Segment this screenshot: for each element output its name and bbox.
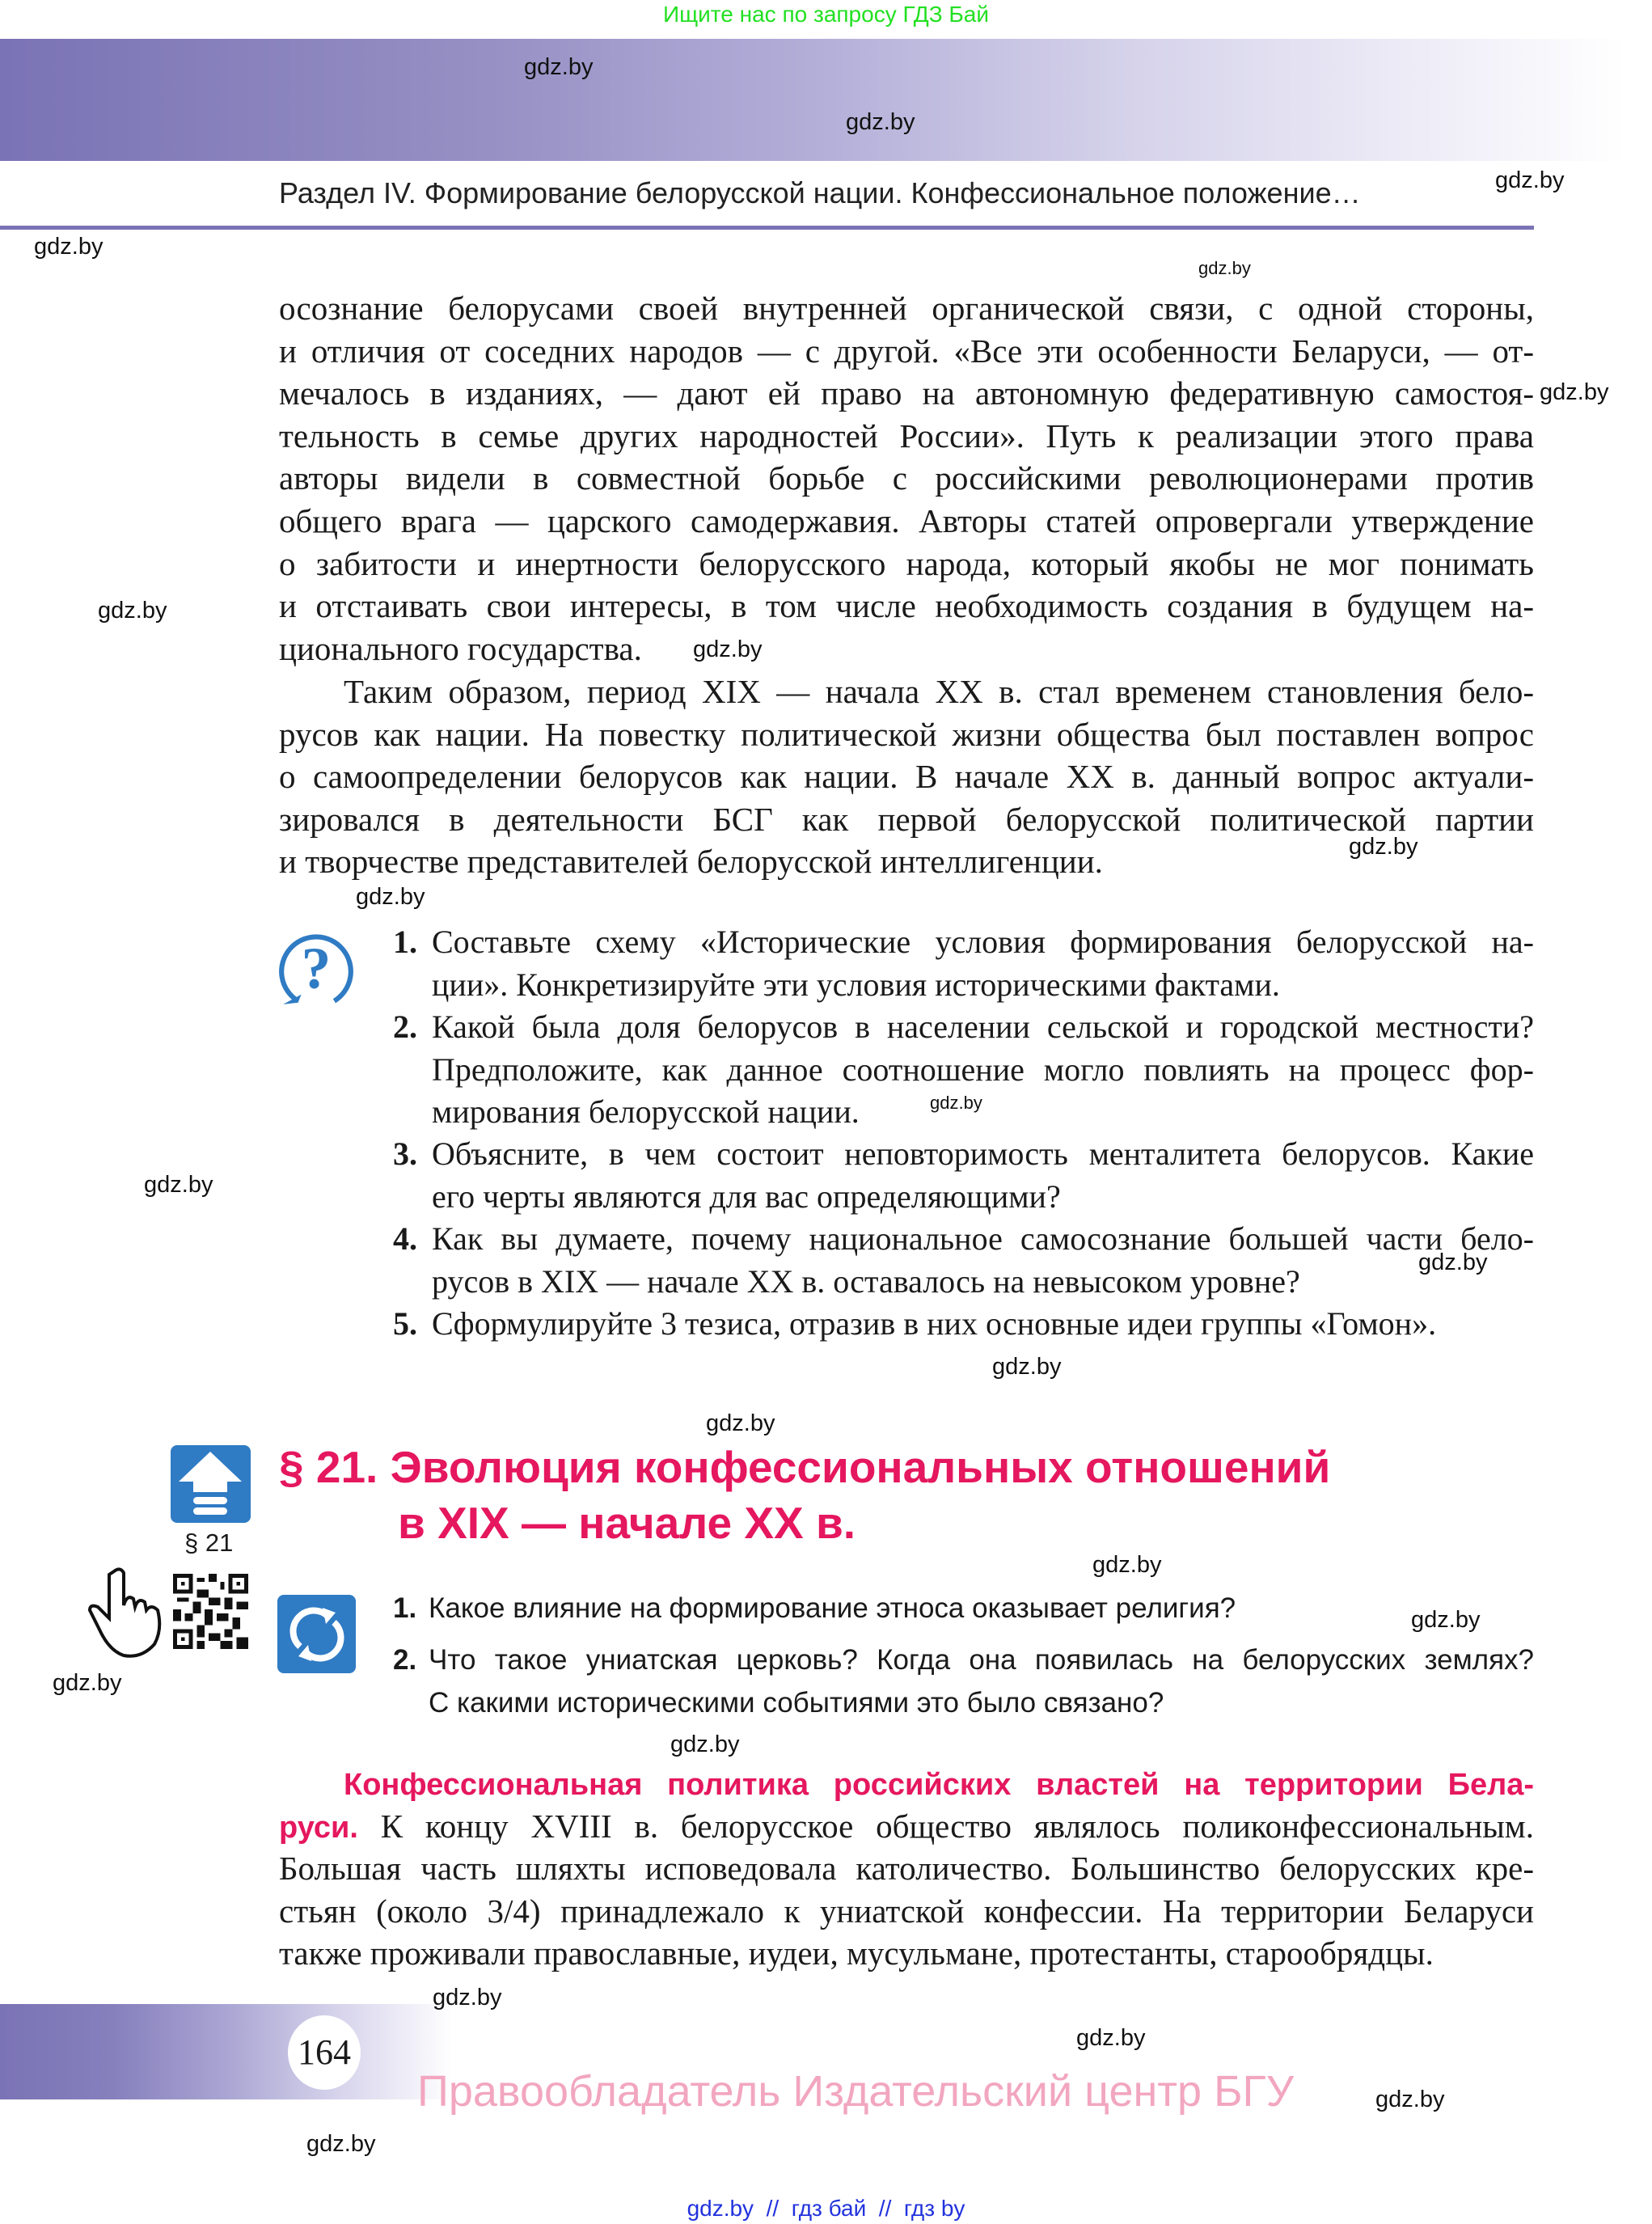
text-line: его черты являются для вас определяющими? (432, 1178, 1061, 1215)
text-line: Что такое униатская церковь? Когда она появилась на белорусских землях? (429, 1644, 1534, 1676)
question-number: 1. (393, 924, 417, 960)
text-line: К концу XVIII в. белорусское общество являлось поликонфессиональным. (357, 1807, 1534, 1845)
watermark: gdz.by (1198, 258, 1251, 278)
watermark: gdz.by (1092, 1552, 1162, 1578)
qr-code[interactable] (172, 1574, 249, 1649)
text-line: мирования белорусской нации. (432, 1093, 860, 1131)
running-header: Раздел IV. Формирование белорусской нации. Конфессиональное положение… (279, 176, 1361, 209)
watermark: gdz.by (1349, 834, 1418, 860)
refresh-review-icon (277, 1595, 356, 1673)
question-item (393, 1587, 1534, 1630)
text-line: ции». Конкретизируйте эти условия историческими фактами. (432, 966, 1280, 1003)
header-divider (0, 226, 1534, 230)
question-text (432, 1218, 1534, 1303)
subheading: Конфессиональная политика российских властей на территории Бела- (344, 1768, 1534, 1802)
paragraph-1 (279, 287, 1534, 670)
watermark: gdz.by (670, 1731, 740, 1757)
watermark: gdz.by (1411, 1607, 1481, 1633)
question-number: 4. (393, 1220, 417, 1257)
text-line: Какой была доля белорусов в населении сельской и городской местности? (432, 1008, 1534, 1045)
text-line: также проживали православные, иудеи, мусульмане, протестанты, старообрядцы. (279, 1934, 1434, 1972)
question-text (432, 1133, 1534, 1218)
question-number: 2. (393, 1644, 417, 1676)
section-title-line2: в XIX — начале XX в. (398, 1498, 856, 1548)
header-band (0, 39, 1625, 161)
question-number: 5. (393, 1305, 417, 1342)
watermark: gdz.by (144, 1172, 213, 1198)
text-line: авторы видели в совместной борьбе с российскими революционерами против (279, 459, 1534, 497)
paragraph-3 (279, 1762, 1534, 1975)
watermark: gdz.by (1540, 379, 1609, 405)
text-line: и отстаивать свои интересы, в том числе необходимость создания в будущем на- (279, 587, 1534, 625)
text-line: и творчестве представителей белорусской интеллигенции. (279, 843, 1103, 881)
question-text (432, 1303, 1534, 1346)
watermark: gdz.by (846, 109, 915, 135)
text-line: зировался в деятельности БСГ как первой белорусской политической партии (279, 800, 1534, 838)
watermark: gdz.by (1076, 2025, 1146, 2051)
question-number: 3. (393, 1135, 417, 1172)
watermark: gdz.by (34, 234, 104, 260)
text-line: Объясните, в чем состоит неповторимость менталитета белорусов. Какие (432, 1135, 1534, 1172)
watermark: gdz.by (1495, 167, 1565, 193)
watermark: gdz.by (306, 2131, 376, 2157)
watermark: gdz.by (53, 1670, 122, 1696)
question-item (393, 1133, 1534, 1218)
text-line: русов как нации. На повестку политической жизни общества был поставлен вопрос (279, 715, 1534, 753)
text-line: мечалось в изданиях, — дают ей право на автономную федеративную самостоя- (279, 374, 1534, 412)
site-links[interactable]: gdz.by // гдз бай // гдз by (687, 2196, 965, 2221)
text-line: о забитости и инертности белорусского народа, который якобы не мог понимать (279, 544, 1534, 582)
question-text (432, 921, 1534, 1006)
svg-text:?: ? (301, 935, 332, 1001)
question-text (429, 1638, 1534, 1723)
copyright-notice: Правообладатель Издательский центр БГУ (417, 2067, 1295, 2116)
paragraph-2 (279, 670, 1534, 883)
question-item (393, 921, 1534, 1006)
text-line: Таким образом, период XIX — начала XX в. стал временем становления бело- (344, 673, 1534, 710)
text-line: ционального государства. (279, 629, 642, 667)
question-number: 1. (393, 1592, 417, 1624)
question-text (429, 1587, 1534, 1630)
text-line: стьян (около 3/4) принадлежало к униатской конфессии. На территории Беларуси (279, 1892, 1534, 1930)
section-up-arrow-icon[interactable] (171, 1445, 251, 1523)
watermark: gdz.by (693, 636, 763, 662)
text-line: осознание белорусами своей внутренней органической связи, с одной стороны, (279, 290, 1534, 327)
text-line: русов в XIX — начале XX в. оставалось на невысоком уровне? (432, 1262, 1300, 1300)
watermark: gdz.by (706, 1410, 775, 1436)
watermark: gdz.by (1418, 1249, 1488, 1275)
text-line: Большая часть шляхты исповедовала католичество. Большинство белорусских кре- (279, 1850, 1534, 1888)
question-number: 2. (393, 1008, 417, 1045)
question-icon (275, 928, 357, 1011)
watermark: gdz.by (1375, 2087, 1445, 2112)
pointing-hand-icon (85, 1565, 170, 1660)
page-number: 164 (288, 2015, 361, 2090)
search-hint: Ищите нас по запросу ГДЗ Бай (662, 2, 990, 27)
text-line: Предположите, как данное соотношение могло повлиять на процесс фор- (432, 1051, 1534, 1088)
footer-band (0, 2004, 453, 2099)
text-line: и отличия от соседних народов — с другой. «Все эти особенности Беларуси, — от- (279, 332, 1534, 370)
question-item (393, 1006, 1534, 1134)
watermark: gdz.by (98, 598, 167, 624)
watermark: gdz.by (524, 54, 594, 80)
section-label: § 21 (184, 1528, 234, 1557)
text-line: Какое влияние на формирование этноса оказывает религия? (429, 1592, 1236, 1624)
text-line: Как вы думаете, почему национальное самосознание большей части бело- (432, 1220, 1534, 1257)
watermark: gdz.by (930, 1093, 982, 1113)
text-line: Сформулируйте 3 тезиса, отразив в них основные идеи группы «Гомон». (432, 1305, 1437, 1342)
question-item (393, 1638, 1534, 1723)
text-line: С какими историческими событиями это было связано? (429, 1686, 1164, 1719)
subheading-end: руси. (279, 1810, 358, 1845)
watermark: gdz.by (433, 1985, 502, 2010)
watermark: gdz.by (992, 1354, 1062, 1380)
question-item (393, 1218, 1534, 1303)
watermark: gdz.by (356, 884, 425, 910)
text-line: общего врага — царского самодержавия. Авторы статей опровергали утверждение (279, 501, 1534, 539)
question-item (393, 1303, 1534, 1346)
section-title-line1: § 21. Эволюция конфессиональных отношений (279, 1442, 1331, 1492)
text-line: Составьте схему «Исторические условия формирования белорусской на- (432, 924, 1534, 960)
text-line: о самоопределении белорусов как нации. В начале XX в. данный вопрос актуали- (279, 758, 1534, 796)
question-text (432, 1006, 1534, 1134)
text-line: тельность в семье других народностей России». Путь к реализации этого права (279, 416, 1534, 455)
